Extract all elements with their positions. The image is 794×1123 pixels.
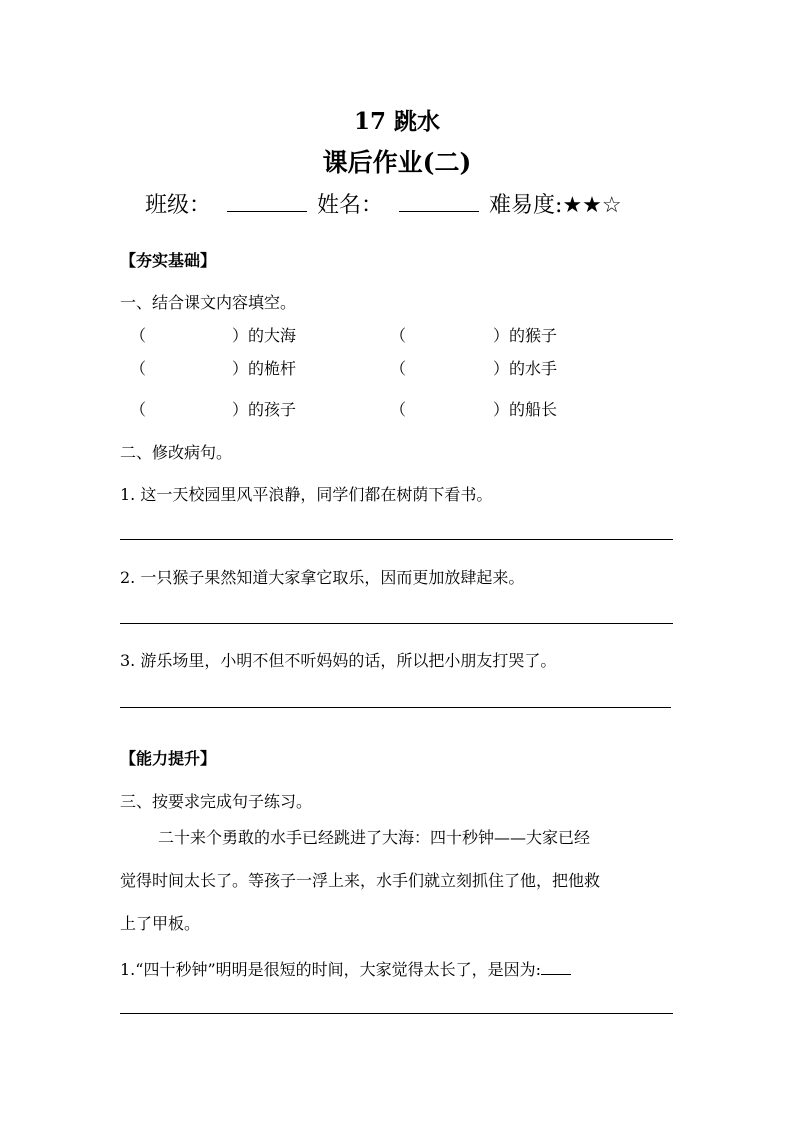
q3-prompt: 三、按要求完成句子练习。: [120, 792, 313, 811]
blank-open[interactable]: （: [130, 326, 147, 345]
passage-line: 上了甲板。: [120, 914, 201, 933]
worksheet-title: 17 跳水: [353, 108, 440, 135]
blank-open[interactable]: （: [390, 359, 407, 378]
blank-open[interactable]: （: [390, 400, 407, 419]
passage-line: 觉得时间太长了。等孩子一浮上来，水手们就立刻抓住了他，把他救: [120, 871, 601, 890]
blank-phrase: ）的水手: [493, 359, 558, 378]
q2-prompt: 二、修改病句。: [120, 443, 233, 462]
difficulty-stars: ★★☆: [562, 193, 622, 218]
name-label: 姓名：: [317, 193, 384, 218]
blank-open[interactable]: （: [390, 326, 407, 345]
blank-open[interactable]: （: [130, 359, 147, 378]
blank-phrase: ）的船长: [493, 400, 558, 419]
section-heading-basics: 【夯实基础】: [120, 251, 217, 270]
answer-line[interactable]: [120, 623, 673, 624]
name-blank[interactable]: [399, 191, 479, 212]
answer-line[interactable]: [120, 539, 673, 540]
section-heading-advanced: 【能力提升】: [120, 749, 217, 768]
sentence-item: 2. 一只猴子果然知道大家拿它取乐，因而更加放肆起来。: [120, 568, 525, 587]
answer-line[interactable]: [120, 707, 671, 708]
sentence-item: 3. 游乐场里，小明不但不听妈妈的话，所以把小朋友打哭了。: [120, 651, 557, 670]
blank-phrase: ）的大海: [232, 326, 297, 345]
passage-line: 二十来个勇敢的水手已经跳进了大海：四十秒钟——大家已经: [158, 828, 591, 847]
sentence-item: 1. 这一天校园里风平浪静，同学们都在树荫下看书。: [120, 485, 493, 504]
q3-item1: [120, 957, 571, 980]
student-info-line: [145, 188, 622, 219]
worksheet-subtitle: 课后作业(二): [322, 148, 472, 177]
blank-phrase: ）的桅杆: [232, 359, 297, 378]
answer-line[interactable]: [120, 1013, 673, 1014]
blank-open[interactable]: （: [130, 400, 147, 419]
class-label: 班级：: [145, 193, 212, 218]
inline-answer-blank[interactable]: [541, 959, 571, 975]
class-blank[interactable]: [227, 191, 307, 212]
q1-prompt: 一、结合课文内容填空。: [120, 293, 297, 312]
q3-item1-text: 1.“四十秒钟”明明是很短的时间，大家觉得太长了，是因为:: [120, 960, 542, 979]
blank-phrase: ）的孩子: [232, 400, 297, 419]
blank-phrase: ）的猴子: [493, 326, 558, 345]
difficulty-label: 难易度:: [489, 193, 563, 218]
